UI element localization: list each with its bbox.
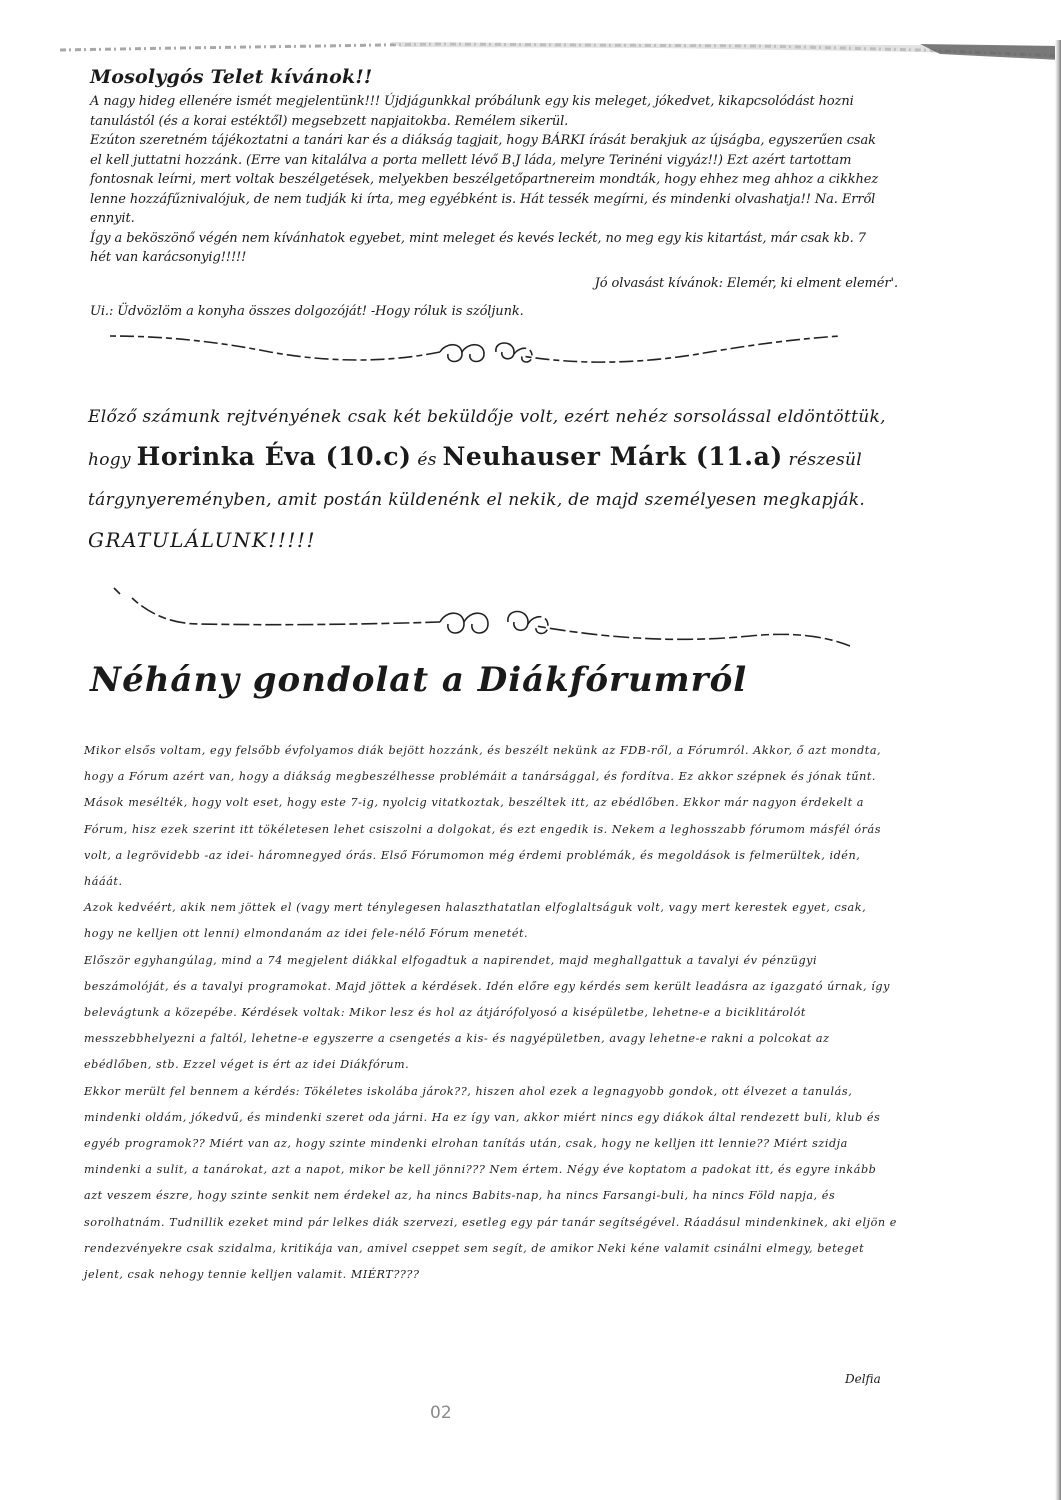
scan-top-edge — [60, 38, 1060, 60]
author-signature: Delfia — [845, 1372, 881, 1386]
intro-signoff: Jó olvasást kívánok: Elemér, ki elment elemér'. — [594, 275, 898, 291]
scan-right-edge — [1055, 40, 1061, 1500]
article-paragraph: Azok kedvéért, akik nem jöttek el (vagy mert ténylegesen halaszthatatlan elfoglaltságuk volt, vagy mert kerestek egyet, csak, hogy ne kelljen ott lenni) elmondanám az idei fele-nélő Fórum menetét. — [84, 901, 867, 941]
winners-text: hogy — [88, 450, 131, 470]
intro-paragraph: Ezúton szeretném tájékoztatni a tanári kar és a diákság tagjait, hogy BÁRKI írását berakjuk az újságba, egyszerűen csak el kell juttatni hozzánk. (Erre van kitalálva a porta mellett lévő B.J láda, melyre Terinéni vigyáz!!) Ezt azért tartottam fontosnak leírni, mert voltak beszélgetések, melyekben beszélgetőpartnereim mondták, hogy ehhez meg ahhoz a cikkhez lenne hozzáfűznivalójuk, de nem tudják ki írta, meg egyébként is. Hát tessék megírni, és mindenki olvashatja!! Na. Erről ennyit. — [90, 133, 879, 226]
article-body — [84, 738, 899, 1288]
intro-paragraph: Így a beköszönő végén nem kívánhatok egyebet, mint meleget és kevés leckét, no meg egy kis kitartást, már csak kb. 7 hét van karácsonyig!!!!! — [90, 230, 866, 265]
article-paragraph: Először egyhangúlag, mind a 74 megjelent diákkal elfogadtuk a napirendet, majd meghallgattuk a tavalyi év pénzügyi beszámolóját, és a tavalyi programokat. Majd jöttek a kérdések. Idén előre egy kérdés sem került leadásra az igazgató úrnak, így belevágtunk a közepébe. Kérdések voltak: Mikor lesz és hol az átjárófolyosó a kisépületbe, lehetne-e a biciklitárolót messzebbhelyezni a faltól, lehetne-e egyszerre a csengetés a kis- és nagyépületben, avagy lehetne-e rakni a polcokat az ebédlőben, stb. Ezzel véget is ért az idei Diákfórum. — [84, 953, 890, 1072]
article-paragraph: Mikor elsős voltam, egy felsőbb évfolyamos diák bejött hozzánk, és beszélt nekünk az FDB-ről, a Fórumról. Akkor, ő azt mondta, hogy a Fórum azért van, hogy a diákság megbeszélhesse problémáit a tanársággal, és fordítva. Ez akkor szépnek és jónak tűnt. Mások mesélték, hogy volt eset, hogy este 7-ig, nyolcig vitatkoztak, beszéltek itt, az ebédlőben. Ekkor már nagyon érdekelt a Fórum, hisz ezek szerint itt tökéletesen lehet csiszolni a dolgokat, és ezt engedik is. Nekem a leghosszabb fórumom másfél órás volt, a legrövidebb -az idei- háromnegyed órás. Első Fórumomon még érdemi problémák, és megoldások is felmerültek, idén, hááát. — [84, 744, 882, 889]
article-title: Néhány gondolat a Diákfórumról — [90, 660, 748, 700]
winners-line: Előző számunk rejtvényének csak két beküldője volt, ezért nehéz sorsolással eldöntöttük, — [88, 407, 886, 427]
winner-name: Horinka Éva (10.c) — [136, 442, 412, 471]
winner-name: Neuhauser Márk (11.a) — [442, 442, 783, 471]
winners-text: és — [417, 450, 437, 470]
flourish-divider — [110, 330, 840, 376]
intro-section — [90, 66, 898, 322]
winners-text: részesül — [788, 450, 862, 470]
congratulations-text: GRATULÁLUNK!!!!! — [88, 528, 316, 552]
winners-line — [88, 437, 908, 480]
intro-paragraph: A nagy hideg ellenére ismét megjelentünk!!! Újdjágunkkal próbálunk egy kis meleget, jókedvet, kikapcsolódást hozni tanulástól (és a korai estéktől) megsebzett napjaitokba. Remélem sikerül. — [90, 94, 854, 129]
page-number: 02 — [430, 1403, 452, 1423]
intro-postscript: Ui.: Üdvözlöm a konyha összes dolgozóját! -Hogy róluk is szóljunk. — [90, 304, 524, 319]
puzzle-winners-section — [88, 397, 908, 560]
article-paragraph: Ekkor merült fel bennem a kérdés: Tökéletes iskolába járok??, hiszen ahol ezek a legnagyobb gondok, ott élvezet a tanulás, mindenki oldám, jókedvű, és mindenki szeret oda járni. Ha ez így van, akkor miért nincs egy diákok által rendezett buli, klub és egyéb programok?? Miért van az, hogy szinte mindenki elrohan tanítás után, csak, hogy ne kelljen itt lennie?? Miért szidja mindenki a sulit, a tanárokat, azt a napot, mikor be kell jönni??? Nem értem. Négy éve koptatom a padokat itt, és egyre inkább azt veszem észre, hogy szinte senkit nem érdekel az, ha nincs Babits-nap, ha nincs Farsangi-buli, ha nincs Föld napja, és sorolhatnám. Tudnillik ezeket mind pár lelkes diák szervezi, esetleg egy pár tanár segítségével. Ráadásul mindenkinek, aki eljön e rendezvényekre csak szidalma, kritikája van, amivel cseppet sem segít, de amikor Neki kéne valamit csinálni elmegy, beteget jelent, csak nehogy tennie kelljen valamit. MIÉRT???? — [84, 1084, 897, 1282]
intro-title: Mosolygós Telet kívánok!! — [90, 66, 373, 88]
winners-line: tárgynyereményben, amit postán küldenénk el nekik, de majd személyesen megkapják. — [88, 490, 866, 510]
flourish-divider — [110, 584, 850, 654]
